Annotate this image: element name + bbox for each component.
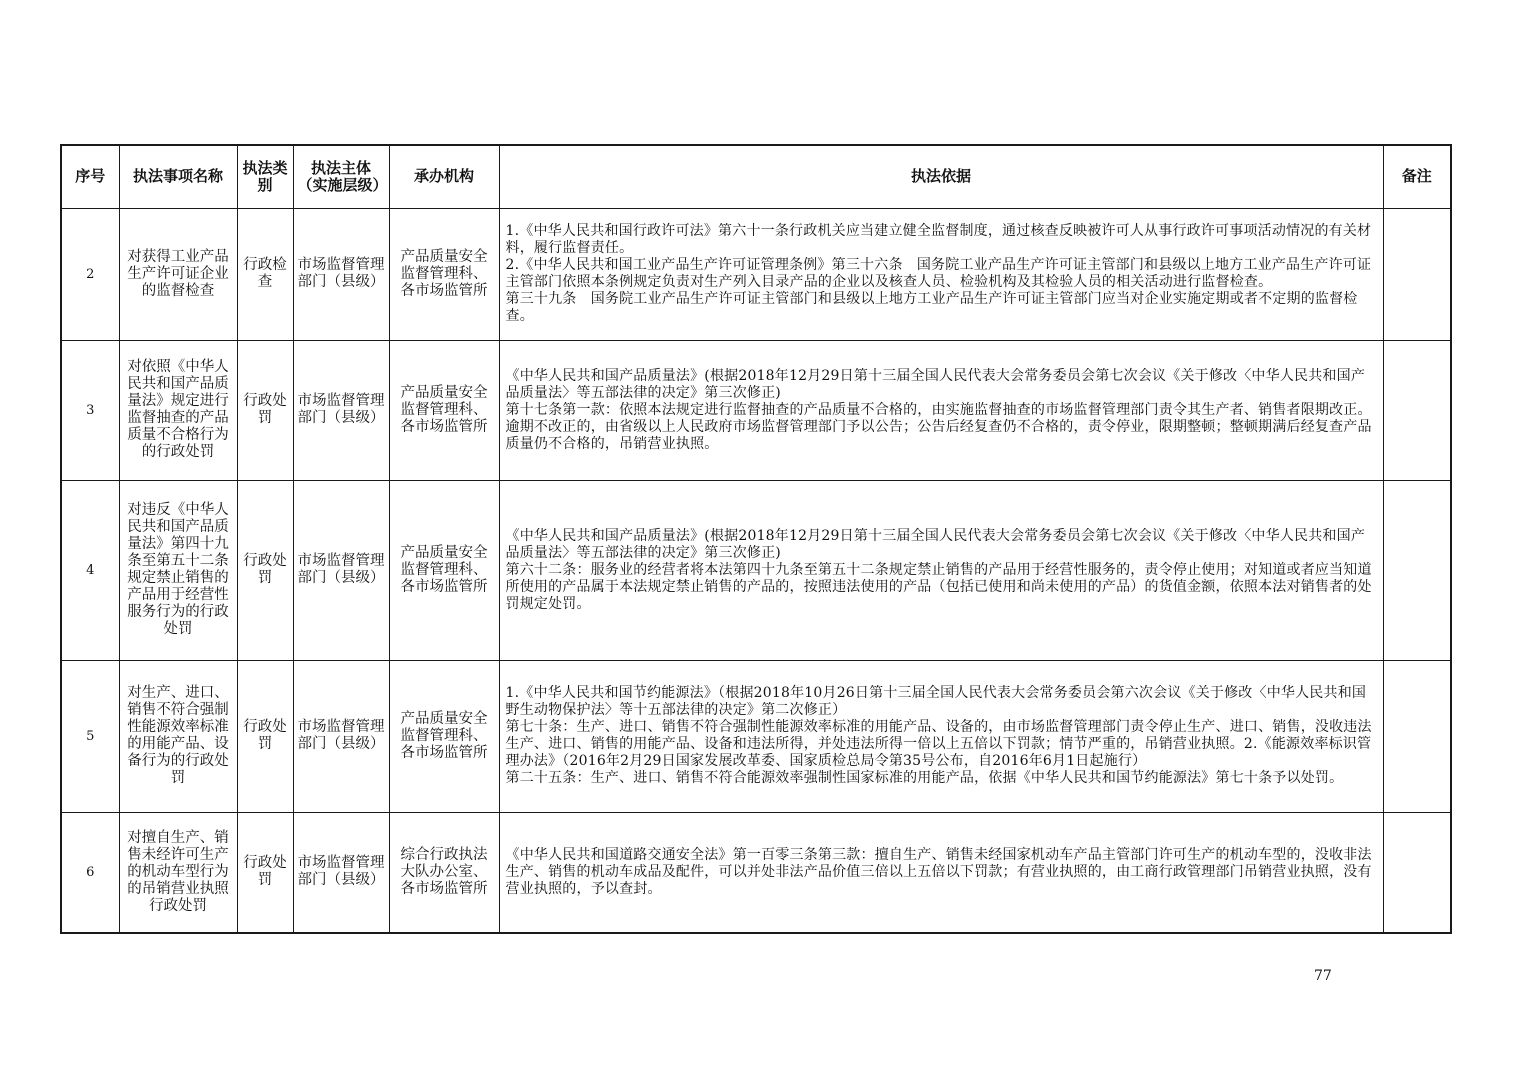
row-seq: 5 [61,660,119,812]
row-subject: 市场监督管理部门（县级） [293,340,389,480]
basis-paragraph: 1.《中华人民共和国节约能源法》（根据2018年10月26日第十三届全国人民代表大会常务委员会第六次会议《关于修改〈中华人民共和国野生动物保护法〉等十五部法律的决定》第二次修正） [505,685,1367,718]
row-item-name: 对生产、进口、销售不符合强制性能源效率标准的用能产品、设备行为的行政处罚 [119,660,237,812]
basis-paragraph: 《中华人民共和国道路交通安全法》第一百零三条第三款：擅自生产、销售未经国家机动车产品主管部门许可生产的机动车型的，没收非法生产、销售的机动车成品及配件，可以并处非法产品价值三倍以上五倍以下罚款；有营业执照的，由工商行政管理部门吊销营业执照，没有营业执照的，予以查封。 [505,846,1372,897]
header-item-name: 执法事项名称 [119,145,237,208]
header-category: 执法类别 [237,145,293,208]
row-subject: 市场监督管理部门（县级） [293,480,389,660]
row-item-name: 对违反《中华人民共和国产品质量法》第四十九条至第五十二条规定禁止销售的产品用于经营性服务行为的行政处罚 [119,480,237,660]
table-row [61,340,1451,480]
basis-paragraph: 《中华人民共和国产品质量法》(根据2018年12月29日第十三届全国人民代表大会常务委员会第七次会议《关于修改〈中华人民共和国产品质量法〉等五部法律的决定》第三次修正) [505,367,1366,401]
row-item-name: 对依照《中华人民共和国产品质量法》规定进行监督抽查的产品质量不合格行为的行政处罚 [119,340,237,480]
header-agency: 承办机构 [389,145,499,208]
table-row [61,660,1451,812]
row-category: 行政处罚 [237,660,293,812]
row-remark [1383,340,1451,480]
row-seq: 4 [61,480,119,660]
table-row [61,812,1451,933]
basis-paragraph: 《中华人民共和国产品质量法》(根据2018年12月29日第十三届全国人民代表大会常务委员会第七次会议《关于修改〈中华人民共和国产品质量法〉等五部法律的决定》第三次修正) [505,527,1366,561]
row-subject: 市场监督管理部门（县级） [293,208,389,340]
row-agency: 产品质量安全监督管理科、各市场监管所 [389,340,499,480]
row-agency: 综合行政执法大队办公室、各市场监管所 [389,812,499,933]
basis-paragraph: 第二十五条：生产、进口、销售不符合能源效率强制性国家标准的用能产品，依据《中华人民共和国节约能源法》第七十条予以处罚。 [505,770,1344,786]
row-item-name: 对擅自生产、销售未经许可生产的机动车型行为的吊销营业执照行政处罚 [119,812,237,933]
row-remark [1383,660,1451,812]
basis-paragraph: 2.《中华人民共和国工业产品生产许可证管理条例》第三十六条 国务院工业产品生产许可证主管部门和县级以上地方工业产品生产许可证主管部门依照本条例规定负责对生产列入目录产品的企业以及核查人员、检验机构及其检验人员的相关活动进行监督检查。 [505,257,1372,290]
row-agency: 产品质量安全监督管理科、各市场监管所 [389,208,499,340]
row-category: 行政检查 [237,208,293,340]
row-remark [1383,812,1451,933]
row-category: 行政处罚 [237,812,293,933]
row-basis [499,480,1383,660]
row-basis [499,812,1383,933]
row-basis [499,340,1383,480]
table-header-row [61,145,1451,208]
row-subject: 市场监督管理部门（县级） [293,812,389,933]
basis-paragraph: 第七十条：生产、进口、销售不符合强制性能源效率标准的用能产品、设备的，由市场监督管理部门责令停止生产、进口、销售，没收违法生产、进口、销售的用能产品、设备和违法所得，并处违法所得一倍以上五倍以下罚款；情节严重的，吊销营业执照。2.《能源效率标识管理办法》（2016年2月29日国家发展改革委、国家质检总局令第35号公布，自2016年6月1日起施行） [505,719,1372,769]
row-basis [499,208,1383,340]
page-number: 77 [1314,968,1332,984]
basis-paragraph: 第十七条第一款：依照本法规定进行监督抽查的产品质量不合格的，由实施监督抽查的市场监督管理部门责令其生产者、销售者限期改正。逾期不改正的，由省级以上人民政府市场监督管理部门予以公告；公告后经复查仍不合格的，责令停业，限期整顿；整顿期满后经复查产品质量仍不合格的，吊销营业执照。 [505,401,1372,452]
basis-paragraph: 第三十九条 国务院工业产品生产许可证主管部门和县级以上地方工业产品生产许可证主管部门应当对企业实施定期或者不定期的监督检查。 [505,291,1358,324]
table-row [61,480,1451,660]
header-basis: 执法依据 [499,145,1383,208]
row-remark [1383,480,1451,660]
row-agency: 产品质量安全监督管理科、各市场监管所 [389,660,499,812]
enforcement-items-table [60,144,1452,934]
row-basis [499,660,1383,812]
row-item-name: 对获得工业产品生产许可证企业的监督检查 [119,208,237,340]
row-seq: 2 [61,208,119,340]
header-seq: 序号 [61,145,119,208]
row-seq: 3 [61,340,119,480]
row-category: 行政处罚 [237,480,293,660]
header-remark: 备注 [1383,145,1451,208]
row-agency: 产品质量安全监督管理科、各市场监管所 [389,480,499,660]
row-seq: 6 [61,812,119,933]
table-row [61,208,1451,340]
header-subject: 执法主体（实施层级） [293,145,389,208]
basis-paragraph: 1.《中华人民共和国行政许可法》第六十一条行政机关应当建立健全监督制度，通过核查反映被许可人从事行政许可事项活动情况的有关材料，履行监督责任。 [505,223,1372,256]
row-subject: 市场监督管理部门（县级） [293,660,389,812]
basis-paragraph: 第六十二条：服务业的经营者将本法第四十九条至第五十二条规定禁止销售的产品用于经营性服务的，责令停止使用；对知道或者应当知道所使用的产品属于本法规定禁止销售的产品的，按照违法使用的产品（包括已使用和尚未使用的产品）的货值金额，依照本法对销售者的处罚规定处罚。 [505,561,1372,612]
row-category: 行政处罚 [237,340,293,480]
row-remark [1383,208,1451,340]
